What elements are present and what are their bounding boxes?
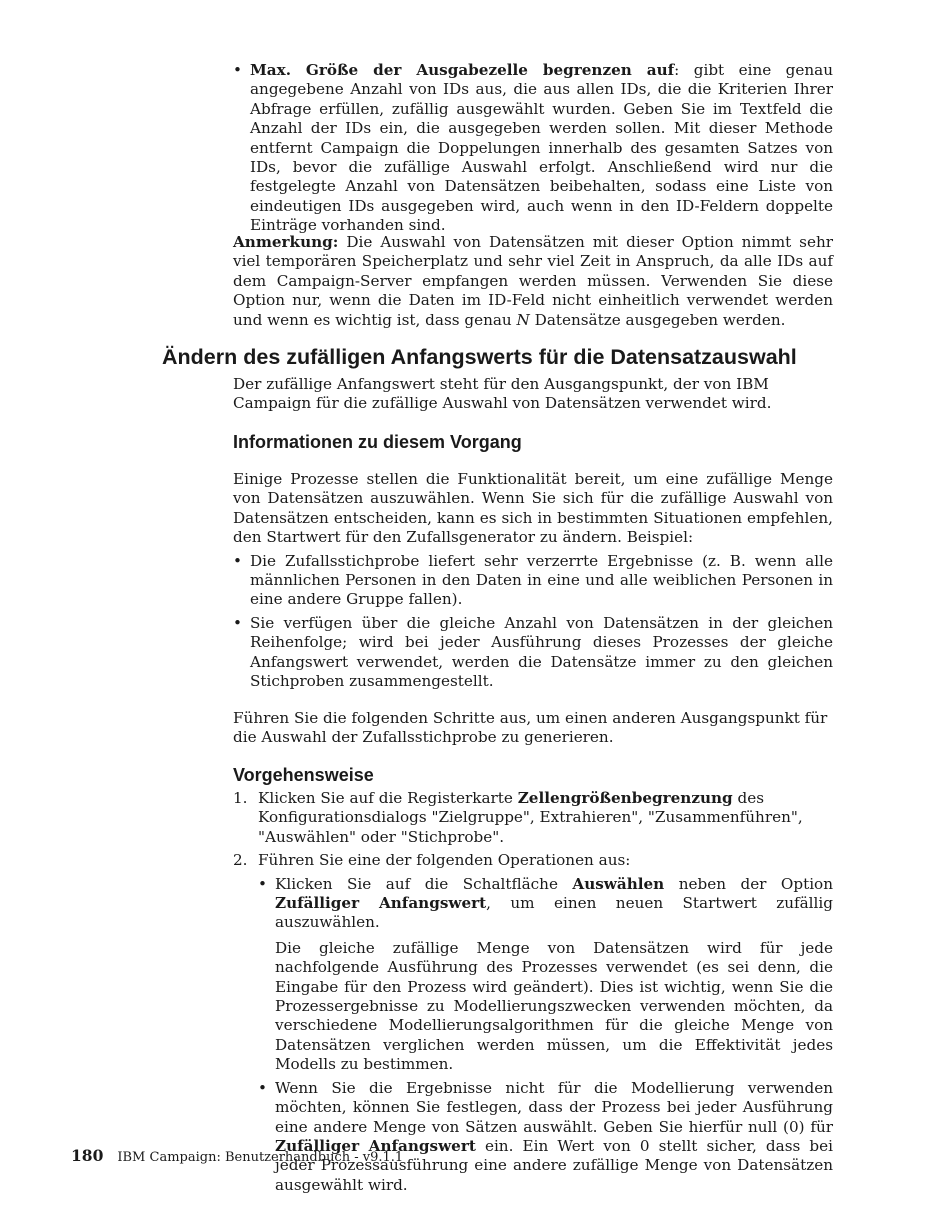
button-name: Auswählen — [572, 874, 665, 893]
bullet-icon: • — [258, 1078, 267, 1097]
sub-text: Klicken Sie auf die Schaltfläche — [275, 874, 573, 893]
note-block — [233, 233, 833, 330]
sub-paragraph: Die gleiche zufällige Menge von Datensätzen wird für jede nachfolgende Ausführung des Prozesses verwendet (es sei denn, die Eingabe für den Prozess wird geändert). Dies ist wichtig, wenn Sie die Prozessergebnisse zu Modellierungszwecken verwenden möchten, da verschiedene Modellierungsalgorithmen für die gleiche Menge von Datensätzen verglichen werden müssen, um die Effektivität jedes Modells zu bestimmen. — [275, 938, 833, 1074]
step-2 — [233, 851, 833, 870]
bullet-icon: • — [258, 874, 267, 893]
option-name: Zufälliger Anfangswert — [275, 894, 487, 913]
about-heading: Informationen zu diesem Vorgang — [233, 432, 522, 452]
bullet-text: Sie verfügen über die gleiche Anzahl von Datensätzen in der gleichen Reihenfolge; wird bei jeder Ausführung dieses Prozesses der gleiche Anfangswert verwendet, werden die Datensätze immer zu den gleichen Stichproben zusammengestellt. — [250, 613, 833, 691]
procedure-heading: Vorgehensweise — [233, 765, 374, 785]
sub-text: neben der Option — [664, 874, 833, 893]
footer-title: IBM Campaign: Benutzerhandbuch - v9.1.1 — [117, 1150, 404, 1165]
about-section — [233, 470, 833, 691]
sub-text: Wenn Sie die Ergebnisse nicht für die Modellierung verwenden möchten, können Sie festlegen, dass der Prozess bei jeder Ausführung eine andere Menge von Sätzen auswählt. Geben Sie hierfür null (0) für — [275, 1078, 833, 1136]
closing-text: Führen Sie die folgenden Schritte aus, um einen anderen Ausgangspunkt für die Auswahl der Zufallsstichprobe zu generieren. — [233, 709, 828, 747]
note-text: Die Auswahl von Datensätzen mit dieser Option nimmt sehr viel temporären Speicherplatz und sehr viel Zeit in Anspruch, da alle IDs auf dem Campaign-Server empfangen werden müssen. Verwenden Sie diese Option nur, wenn die Daten im ID-Feld nicht einheitlich verwendet werden und wenn es wichtig ist, dass genau — [233, 233, 833, 329]
about-bullet — [233, 552, 833, 610]
option-description: : gibt eine genau angegebene Anzahl von IDs aus, die aus allen IDs, die die Kriterien Ihrer Abfrage erfüllen, zufällig ausgewählt wurden. Geben Sie im Textfeld die Anzahl der IDs ein, die ausgegeben werden sollen. Mit dieser Methode entfernt Campaign die Doppelungen innerhalb des gesamten Satzes von IDs, bevor die zufällige Auswahl erfolgt. Anschließend wird nur die festgelegte Anzahl von Datensätzen beibehalten, sodass eine Liste von eindeutigen IDs ausgegeben wird, auch wenn in den ID-Feldern doppelte Einträge vorhanden sind. — [250, 61, 834, 235]
bullet-icon: • — [233, 613, 242, 632]
sub-text: , um einen neuen Startwert zufällig auszuwählen. — [275, 894, 833, 932]
section-title: Ändern des zufälligen Anfangswerts für die Datensatzauswahl — [162, 345, 797, 369]
about-closing — [233, 709, 833, 748]
page-number: 180 — [71, 1146, 104, 1165]
step-text: Führen Sie eine der folgenden Operationen aus: — [258, 851, 631, 870]
step-1 — [233, 789, 833, 847]
bullet-icon: • — [233, 551, 242, 570]
option-label: Max. Größe der Ausgabezelle begrenzen auf — [250, 61, 675, 79]
note-text-end: Datensätze ausgegeben werden. — [529, 310, 786, 329]
note-italic-n: N — [516, 310, 530, 329]
about-paragraph: Einige Prozesse stellen die Funktionalität bereit, um eine zufällige Menge von Datensätzen auszuwählen. Wenn Sie sich für die zufällige Auswahl von Datensätzen entscheiden, kann es sich in bestimmten Situationen empfehlen, den Startwert für den Zufallsgenerator zu ändern. Beispiel: — [233, 470, 833, 547]
note-label: Anmerkung: — [233, 233, 339, 251]
section-intro — [233, 375, 833, 414]
procedure-section — [233, 763, 833, 1195]
step-2-option-zero — [258, 1079, 833, 1195]
step-number: 1. — [233, 789, 248, 807]
about-heading-block — [233, 430, 833, 454]
bullet-text: Die Zufallsstichprobe liefert sehr verzerrte Ergebnisse (z. B. wenn alle männlichen Personen in den Daten in eine und alle weiblichen Personen in eine andere Gruppe fallen). — [250, 551, 833, 609]
tab-name: Zellengrößenbegrenzung — [517, 789, 733, 807]
step-text: Klicken Sie auf die Registerkarte — [258, 789, 518, 807]
step-text-end: des Konfigurationsdialogs "Zielgruppe", Extrahieren", "Zusammenführen", "Auswählen" oder "Stichprobe". — [258, 789, 803, 846]
max-size-bullet — [233, 61, 833, 236]
sub-text: ein. Ein Wert von 0 stellt sicher, dass bei jeder Prozessausführung eine andere zufällige Menge von Datensätzen ausgewählt wird. — [275, 1136, 833, 1194]
page-footer — [71, 1147, 403, 1167]
about-bullet — [233, 614, 833, 692]
step-number: 2. — [233, 851, 248, 870]
option-name: Zufälliger Anfangswert — [275, 1136, 476, 1155]
bullet-icon: • — [233, 61, 242, 79]
intro-text: Der zufällige Anfangswert steht für den Ausgangspunkt, der von IBM Campaign für die zufällige Auswahl von Datensätzen verwendet wird. — [233, 375, 772, 413]
step-2-option-select — [258, 875, 833, 1075]
